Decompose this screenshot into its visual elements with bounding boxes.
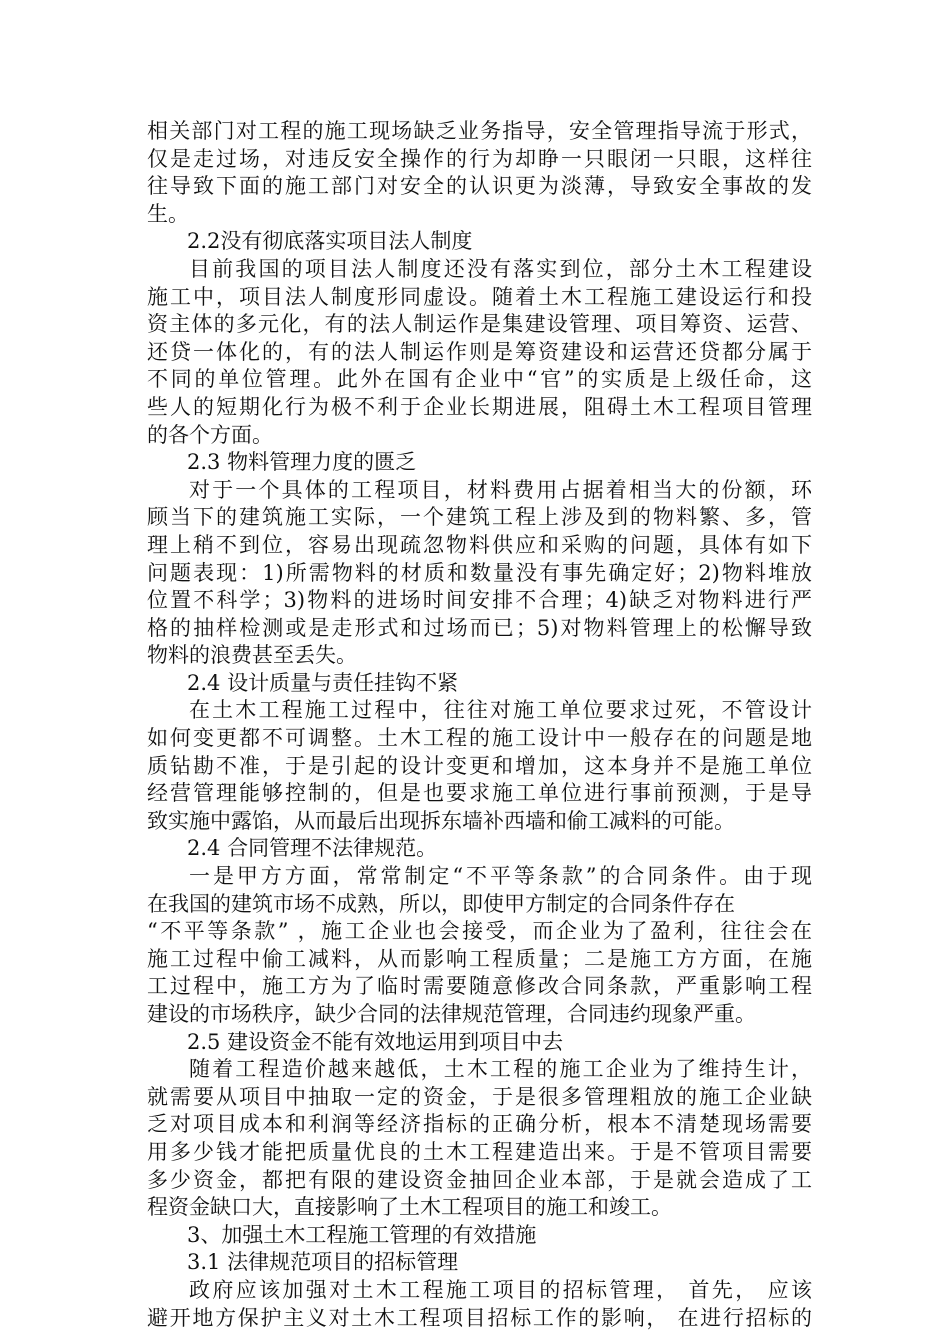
text-line: 施工中，项目法人制度形同虚设。随着土木工程施工建设运行和投 <box>147 284 812 309</box>
text-line: 资主体的多元化，有的法人制运作是集建设管理、项目筹资、运营、 <box>147 312 812 337</box>
text-line: 顾当下的建筑施工实际，一个建筑工程上涉及到的物料繁、多，管 <box>147 505 812 530</box>
text-line: 多少资金，都把有限的建设资金抽回企业本部，于是就会造成了工 <box>147 1167 812 1192</box>
text-line: 生。 <box>147 201 189 226</box>
section-heading: 2.3 物料管理力度的匮乏 <box>187 450 417 475</box>
text-line: 质钻勘不准，于是引起的设计变更和增加，这本身并不是施工单位 <box>147 753 812 778</box>
section-heading: 3.1 法律规范项目的招标管理 <box>187 1250 459 1275</box>
document-body <box>147 118 812 1332</box>
text-line: 一是甲方方面，常常制定“不平等条款”的合同条件。由于现 <box>189 864 812 889</box>
text-line: 建设的市场秩序，缺少合同的法律规范管理，合同违约现象严重。 <box>147 1002 756 1026</box>
section-heading: 2.4 设计质量与责任挂钩不紧 <box>187 670 459 695</box>
text-line: 乏对项目成本和利润等经济指标的正确分析，根本不清楚现场需要 <box>147 1112 812 1137</box>
text-line: 在土木工程施工过程中，往往对施工单位要求过死，不管设计 <box>189 698 812 723</box>
text-line: 经营管理能够控制的，但是也要求施工单位进行事前预测，于是导 <box>147 781 812 806</box>
text-line: 仅是走过场，对违反安全操作的行为却睁一只眼闭一只眼，这样往 <box>147 146 812 171</box>
text-line: 用多少钱才能把质量优良的土木工程建造出来。于是不管项目需要 <box>147 1139 812 1164</box>
section-heading: 2.5 建设资金不能有效地运用到项目中去 <box>187 1029 564 1054</box>
text-line: 在我国的建筑市场不成熟，所以，即使甲方制定的合同条件存在 <box>147 891 735 916</box>
text-line: 政府应该加强对土木工程施工项目的招标管理， 首先， 应该 <box>189 1277 812 1302</box>
text-line: 相关部门对工程的施工现场缺乏业务指导，安全管理指导流于形式， <box>147 119 812 143</box>
text-line: 程资金缺口大，直接影响了土木工程项目的施工和竣工。 <box>147 1195 672 1220</box>
text-line: 就需要从项目中抽取一定的资金，于是很多管理粗放的施工企业缺 <box>147 1084 812 1109</box>
section-heading: 3、加强土木工程施工管理的有效措施 <box>187 1222 537 1247</box>
text-line: 随着工程造价越来越低，土木工程的施工企业为了维持生计， <box>189 1057 812 1082</box>
text-line: 还贷一体化的，有的法人制运作则是筹资建设和运营还贷都分属于 <box>147 339 812 364</box>
text-line: 对于一个具体的工程项目，材料费用占据着相当大的份额，环 <box>189 477 812 502</box>
text-line: 工过程中，施工方为了临时需要随意修改合同条款，严重影响工程 <box>147 974 812 999</box>
text-line: 格的抽样检测或是走形式和过场而已；5)对物料管理上的松懈导致 <box>147 615 812 640</box>
text-line: 位置不科学；3)物料的进场时间安排不合理；4)缺乏对物料进行严 <box>147 588 812 613</box>
text-line: 如何变更都不可调整。土木工程的施工设计中一般存在的问题是地 <box>147 726 812 751</box>
text-line: 物料的浪费甚至丢失。 <box>147 643 357 668</box>
text-line: 的各个方面。 <box>147 422 273 447</box>
text-line: 问题表现：1)所需物料的材质和数量没有事先确定好；2)物料堆放 <box>147 560 812 585</box>
text-line: 理上稍不到位，容易出现疏忽物料供应和采购的问题，具体有如下 <box>147 532 812 557</box>
text-line: 目前我国的项目法人制度还没有落实到位，部分土木工程建设 <box>189 256 812 281</box>
text-line: “不平等条款” ，施工企业也会接受，而企业为了盈利，往往会在 <box>147 919 812 944</box>
text-line: 施工过程中偷工减料，从而影响工程质量；二是施工方方面，在施 <box>147 946 812 971</box>
text-line: 些人的短期化行为极不利于企业长期进展，阻碍土木工程项目管理 <box>147 394 812 419</box>
text-line: 致实施中露馅，从而最后出现拆东墙补西墙和偷工减料的可能。 <box>147 808 735 833</box>
text-line: 避开地方保护主义对土木工程项目招标工作的影响， 在进行招标的 <box>147 1305 812 1330</box>
section-heading: 2.2没有彻底落实项目法人制度 <box>187 229 473 254</box>
text-line: 不同的单位管理。此外在国有企业中“官”的实质是上级任命，这 <box>147 367 812 392</box>
text-line: 往导致下面的施工部门对安全的认识更为淡薄，导致安全事故的发 <box>147 174 812 199</box>
section-heading: 2.4 合同管理不法律规范。 <box>187 836 438 861</box>
